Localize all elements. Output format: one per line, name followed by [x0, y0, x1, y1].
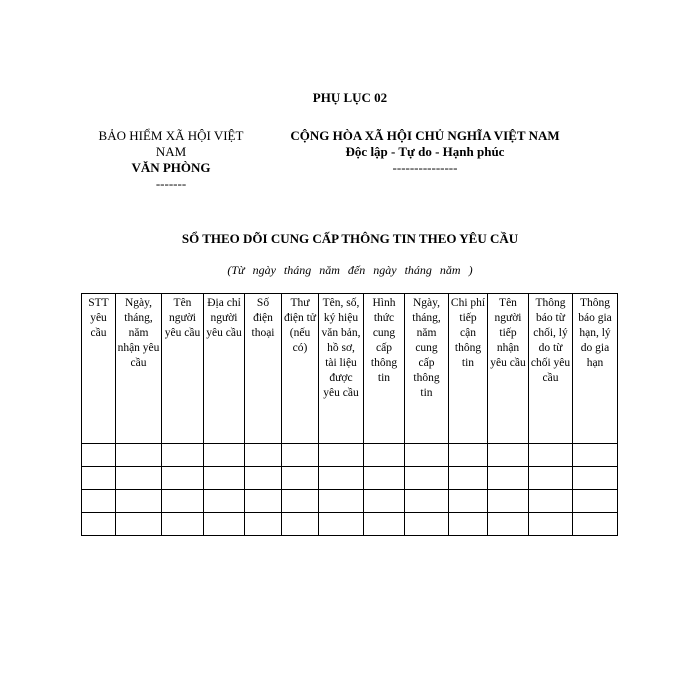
table-cell	[204, 467, 245, 490]
table-cell	[488, 490, 529, 513]
table-cell	[405, 490, 449, 513]
table-cell	[245, 467, 282, 490]
date-range-line: (Từ ngày tháng năm đến ngày tháng năm )	[227, 263, 473, 277]
table-cell	[204, 490, 245, 513]
table-cell	[405, 513, 449, 536]
table-cell	[116, 490, 162, 513]
agency-name: BẢO HIỂM XÃ HỘI VIỆT NAM	[98, 128, 244, 159]
header-cell: Ngày, tháng, năm nhận yêu cầu	[116, 294, 162, 444]
table-cell	[488, 444, 529, 467]
table-cell	[405, 444, 449, 467]
table-cell	[245, 444, 282, 467]
table-cell	[116, 467, 162, 490]
table-cell	[573, 467, 618, 490]
table-cell	[204, 513, 245, 536]
table-cell	[204, 444, 245, 467]
table-cell	[319, 490, 364, 513]
agency-header	[86, 128, 256, 192]
table-cell	[573, 513, 618, 536]
motto-rule: ---------------	[392, 160, 458, 175]
agency-unit: VĂN PHÒNG	[131, 160, 211, 175]
table-cell	[364, 467, 405, 490]
table-cell	[82, 467, 116, 490]
table-cell	[162, 444, 204, 467]
national-header	[270, 128, 580, 176]
header-cell: Hình thức cung cấp thông tin	[364, 294, 405, 444]
table-cell	[245, 490, 282, 513]
table-cell	[364, 490, 405, 513]
header-cell: Chi phí tiếp cận thông tin	[449, 294, 488, 444]
header-cell: STT yêu cầu	[82, 294, 116, 444]
header-cell: Tên, số, ký hiệu văn bản, hồ sơ, tài liệu được yêu cầu	[319, 294, 364, 444]
agency-rule: -------	[155, 176, 187, 191]
table-cell	[282, 513, 319, 536]
header-cell: Tên người yêu cầu	[162, 294, 204, 444]
table-cell	[116, 513, 162, 536]
table-cell	[162, 513, 204, 536]
table-cell	[449, 467, 488, 490]
table-row	[82, 490, 618, 513]
table-cell	[364, 513, 405, 536]
table-cell	[245, 513, 282, 536]
table-row	[82, 444, 618, 467]
header-cell: Tên người tiếp nhận yêu cầu	[488, 294, 529, 444]
table-cell	[529, 444, 573, 467]
table-cell	[529, 513, 573, 536]
table-cell	[529, 467, 573, 490]
header-cell: Địa chỉ người yêu cầu	[204, 294, 245, 444]
table-cell	[319, 444, 364, 467]
national-motto: Độc lập - Tự do - Hạnh phúc	[345, 144, 505, 159]
table-cell	[319, 467, 364, 490]
table-body	[82, 444, 618, 536]
table-cell	[449, 490, 488, 513]
table-cell	[282, 490, 319, 513]
appendix-label: PHỤ LỤC 02	[312, 90, 388, 105]
table-header-row	[82, 294, 618, 444]
table-cell	[282, 467, 319, 490]
table-cell	[82, 490, 116, 513]
table-cell	[162, 467, 204, 490]
table-cell	[573, 490, 618, 513]
header-cell: Thông báo từ chối, lý do từ chối yêu cầu	[529, 294, 573, 444]
table-cell	[82, 444, 116, 467]
table-cell	[488, 513, 529, 536]
table-row	[82, 467, 618, 490]
table-cell	[282, 444, 319, 467]
header-cell: Thư điện tử (nếu có)	[282, 294, 319, 444]
table-cell	[529, 490, 573, 513]
table-cell	[449, 444, 488, 467]
table-cell	[162, 490, 204, 513]
table-cell	[319, 513, 364, 536]
table-cell	[449, 513, 488, 536]
request-log-table	[81, 293, 618, 536]
table-cell	[573, 444, 618, 467]
form-title: SỔ THEO DÕI CUNG CẤP THÔNG TIN THEO YÊU CẦU	[181, 231, 519, 246]
table-row	[82, 513, 618, 536]
header-cell: Thông báo gia hạn, lý do gia hạn	[573, 294, 618, 444]
table-cell	[82, 513, 116, 536]
table-cell	[488, 467, 529, 490]
table-cell	[116, 444, 162, 467]
header-cell: Số điện thoại	[245, 294, 282, 444]
nation-name: CỘNG HÒA XÃ HỘI CHỦ NGHĨA VIỆT NAM	[290, 128, 560, 143]
table-cell	[405, 467, 449, 490]
table-cell	[364, 444, 405, 467]
header-cell: Ngày, tháng, năm cung cấp thông tin	[405, 294, 449, 444]
